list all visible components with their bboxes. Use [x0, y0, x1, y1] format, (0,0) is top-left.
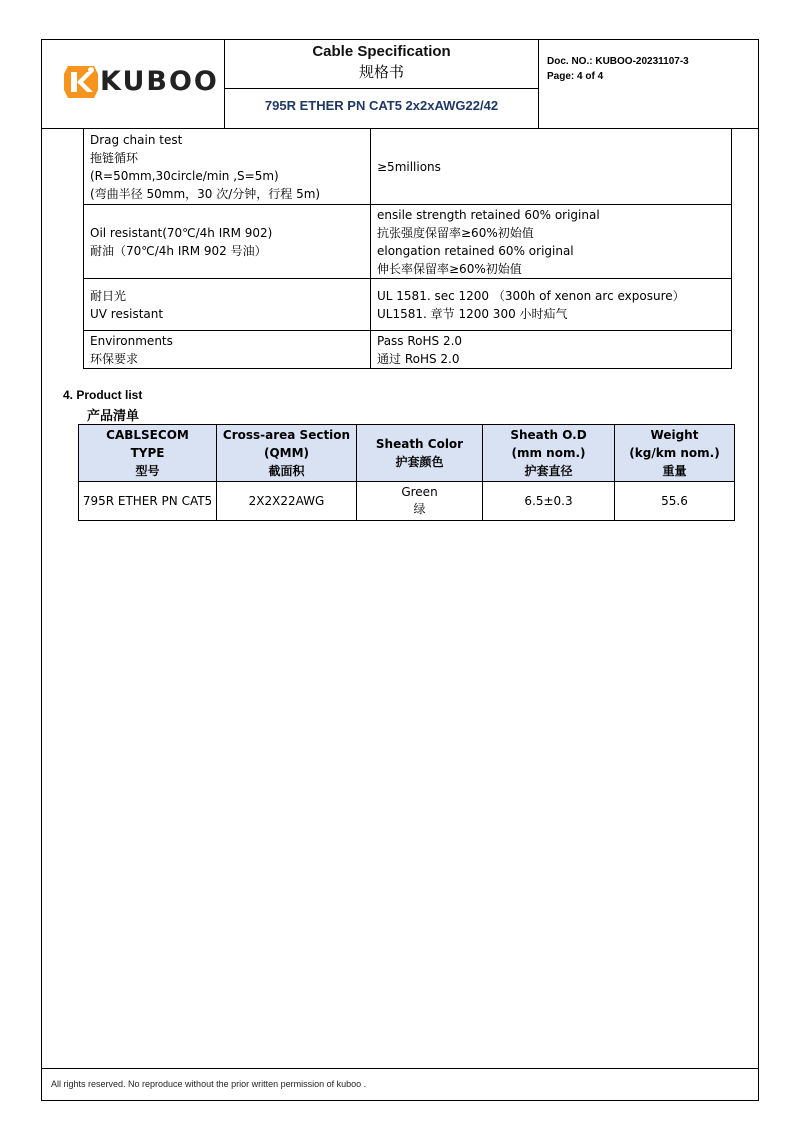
cell-line: UL1581. 章节 1200 300 小时疝气	[377, 306, 568, 321]
spec-row-drag-chain	[84, 129, 732, 205]
header-line: Sheath O.D	[510, 428, 587, 442]
cell-line: 环保要求	[90, 351, 139, 366]
header-type	[79, 425, 217, 482]
title-chinese: 规格书	[358, 63, 404, 81]
header-line: 型号	[135, 464, 160, 478]
cell-line: 55.6	[661, 493, 688, 508]
cell-sheath-od	[483, 482, 615, 521]
product-table-header-row	[79, 425, 735, 482]
cell-line: Environments	[90, 333, 173, 348]
cell-sheath-color	[357, 482, 483, 521]
header-line: 护套直径	[524, 464, 573, 478]
header-cross-section	[217, 425, 357, 482]
cell-line: UL 1581. sec 1200 （300h of xenon arc exposure）	[377, 288, 685, 303]
header-line: Weight	[650, 428, 699, 442]
cell-line: 伸长率保留率≥60%初始值	[377, 261, 522, 276]
brand-name: KUBOO	[100, 66, 219, 97]
spec-cell-right	[371, 279, 732, 331]
spec-row-environments	[84, 331, 732, 369]
cell-line: UV resistant	[90, 306, 164, 321]
spec-cell-right	[371, 205, 732, 279]
cell-line: (R=50mm,30circle/min ,S=5m)	[90, 168, 279, 183]
cell-line: Oil resistant(70℃/4h IRM 902)	[90, 225, 273, 240]
header-line: (QMM)	[263, 446, 310, 460]
cell-line: (弯曲半径 50mm，30 次/分钟，行程 5m)	[90, 186, 321, 201]
header-weight	[615, 425, 735, 482]
header-sheath-od	[483, 425, 615, 482]
header-line: (mm nom.)	[511, 446, 586, 460]
product-subtitle: 795R ETHER PN CAT5 2x2xAWG22/42	[264, 98, 499, 113]
cell-line: 拖链循环	[90, 150, 139, 165]
spec-cell-left	[84, 205, 371, 279]
cell-line: 绿	[413, 502, 426, 516]
title-english: Cable Specification	[312, 43, 451, 60]
cell-cross-section	[217, 482, 357, 521]
header-line: 截面积	[268, 464, 305, 478]
spec-table	[83, 128, 732, 369]
cell-type	[79, 482, 217, 521]
cell-line: 6.5±0.3	[524, 493, 573, 508]
header-line: CABLSECOM	[106, 428, 189, 442]
logo-cell	[42, 40, 225, 128]
cell-line: ensile strength retained 60% original	[377, 207, 600, 222]
cell-line: 795R ETHER PN CAT5	[82, 493, 213, 508]
document-header	[42, 40, 758, 129]
cell-line: 耐日光	[90, 288, 127, 303]
cell-line: Pass RoHS 2.0	[377, 333, 463, 348]
product-table	[78, 424, 735, 521]
header-line: (kg/km nom.)	[629, 446, 720, 460]
footer-divider	[42, 1068, 758, 1069]
spec-cell-left	[84, 279, 371, 331]
doc-info-cell	[539, 40, 758, 128]
spec-row-uv-resistant	[84, 279, 732, 331]
header-sheath-color	[357, 425, 483, 482]
spec-cell-right	[371, 129, 732, 205]
table-row	[79, 482, 735, 521]
title-block	[225, 40, 538, 89]
cell-line: Green	[401, 485, 438, 499]
cell-line: 2X2X22AWG	[248, 493, 325, 508]
header-line: 护套颜色	[395, 455, 444, 469]
spec-cell-left	[84, 129, 371, 205]
cell-line: Drag chain test	[90, 132, 183, 147]
cell-line: elongation retained 60% original	[377, 243, 574, 258]
spec-cell-right	[371, 331, 732, 369]
header-line: 重量	[662, 464, 687, 478]
section-title-chinese: 产品清单	[87, 409, 140, 424]
header-line: Cross-area Section	[222, 428, 351, 442]
cell-line: 抗张强度保留率≥60%初始值	[377, 225, 534, 240]
spec-cell-left	[84, 331, 371, 369]
cell-weight	[615, 482, 735, 521]
footer-text: All rights reserved. No reproduce without the prior written permission of kuboo .	[51, 1079, 367, 1089]
kuboo-logo-icon	[62, 62, 100, 102]
cell-line: 通过 RoHS 2.0	[377, 351, 460, 366]
doc-number-label: Doc. NO.:	[547, 56, 596, 67]
title-cell	[225, 40, 539, 128]
header-line: Sheath Color	[375, 437, 464, 451]
section-title: 4. Product list	[63, 388, 143, 402]
spec-row-oil-resistant	[84, 205, 732, 279]
cell-line: ≥5millions	[377, 159, 441, 174]
header-line: TYPE	[130, 446, 165, 460]
page-number: Page: 4 of 4	[547, 71, 604, 82]
doc-number-value: KUBOO-20231107-3	[595, 56, 689, 67]
doc-number	[547, 56, 689, 67]
cell-line: 耐油（70℃/4h IRM 902 号油）	[90, 243, 267, 258]
